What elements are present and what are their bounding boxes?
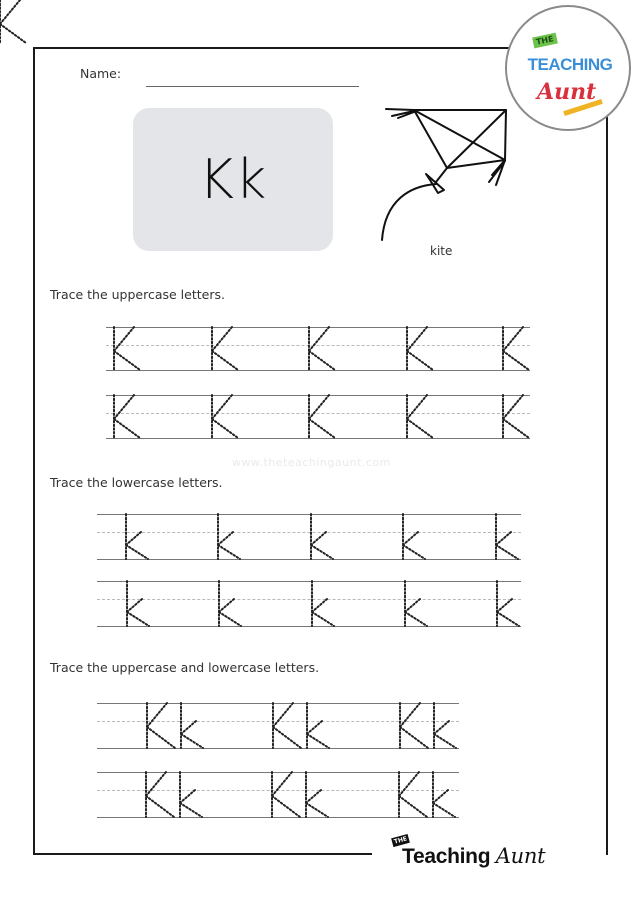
footer-brand-text — [402, 844, 545, 869]
instruction-lowercase: Trace the lowercase letters. — [50, 475, 223, 490]
footer-the: THE — [391, 834, 410, 847]
footer-brand-teaching: Teaching — [402, 845, 496, 868]
uppercase-k-trace — [0, 0, 26, 43]
instruction-uppercase: Trace the uppercase letters. — [50, 287, 225, 302]
featured-letters: Kk — [198, 148, 268, 211]
logo-the: THE — [532, 33, 557, 49]
picture-word: kite — [430, 244, 453, 258]
name-label: Name: — [80, 66, 122, 81]
footer-brand-aunt: Aunt — [495, 844, 546, 868]
watermark: www.theteachingaunt.com — [232, 456, 391, 469]
logo-aunt: Aunt — [537, 79, 597, 105]
logo-teaching: TEACHING — [527, 55, 613, 74]
instruction-mixed: Trace the uppercase and lowercase letters. — [50, 660, 320, 675]
footer-brand — [372, 835, 606, 880]
